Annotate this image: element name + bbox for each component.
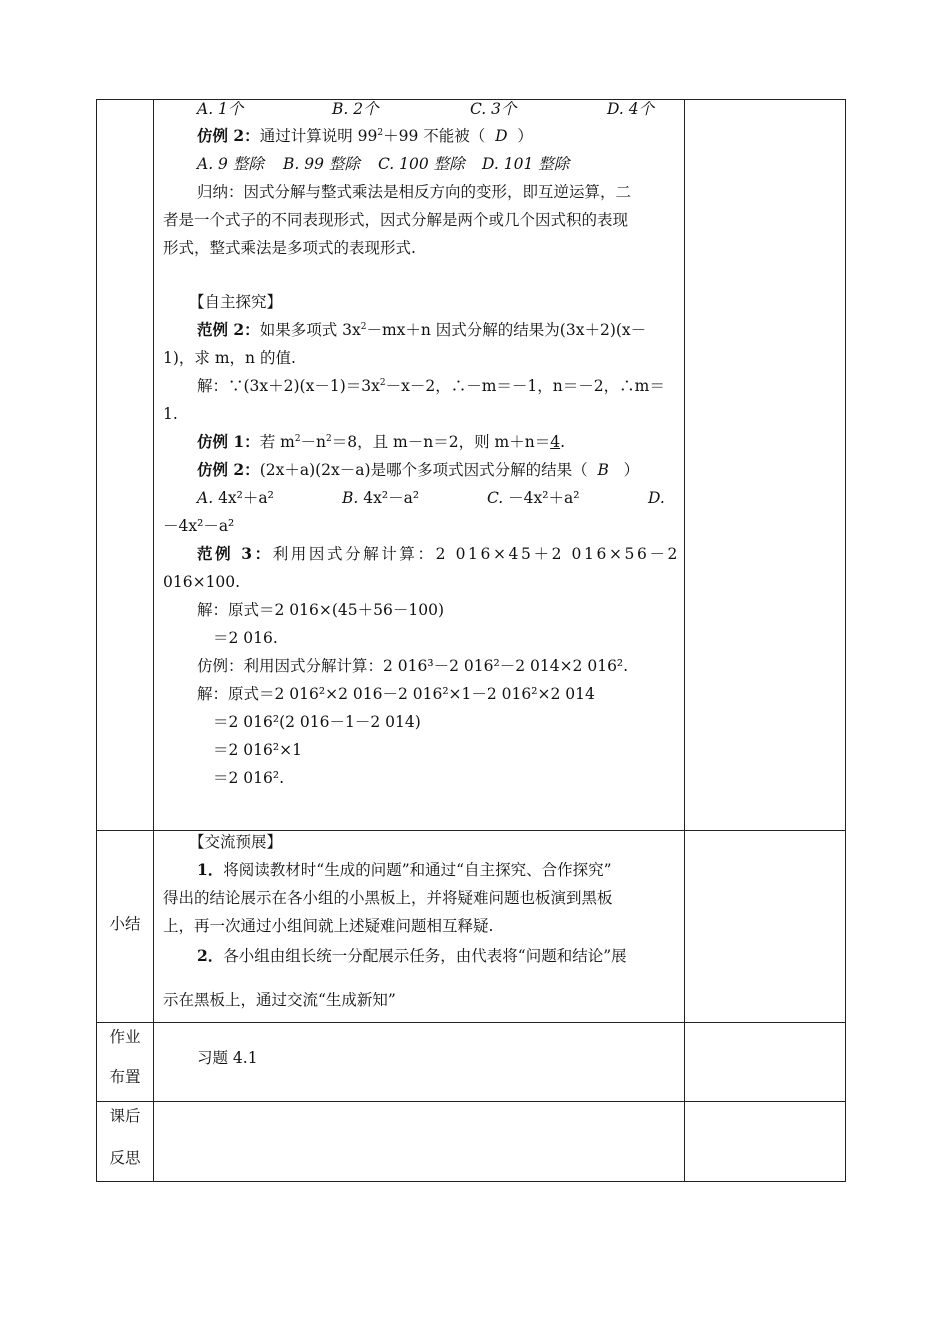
imitation-2-text-b: ＋99 不能被（ xyxy=(383,127,486,145)
exchange-item-1-line-1: 1．将阅读教材时“生成的问题”和通过“自主探究、合作探究” xyxy=(197,860,612,879)
imitation-3-solution-4: ＝2 016². xyxy=(213,769,285,787)
imitation-2b-label: 仿例 2： xyxy=(197,460,260,479)
solution-line-2: 1. xyxy=(163,405,178,423)
homework-assignment: 习题 4.1 xyxy=(197,1049,258,1067)
imitation-example-2b: 仿例 2：(2x＋a)(2x－a)是哪个多项式因式分解的结果（ B ） xyxy=(197,460,640,479)
table-left-border xyxy=(96,99,97,1182)
row-divider-reflection xyxy=(96,1101,846,1102)
imitation-example-2 xyxy=(197,126,533,146)
imitation-3-solution-3: ＝2 016²×1 xyxy=(213,741,302,759)
imitation-2-sup: 2 xyxy=(377,128,384,138)
exchange-item-2-line-1: 2．各小组由组长统一分配展示任务，由代表将“问题和结论”展 xyxy=(197,946,627,965)
table-bottom-border xyxy=(96,1181,846,1182)
option-d-label: D. xyxy=(648,489,665,507)
example-3-line-1: 范例 3：利用因式分解计算：2 016×45＋2 016×56－2 xyxy=(197,544,681,563)
exchange-item-2-line-2: 示在黑板上，通过交流“生成新知” xyxy=(163,991,396,1009)
option-a: A. 4x²＋a² xyxy=(197,489,274,507)
example-2-line-2: 1)，求 m，n 的值. xyxy=(163,349,296,367)
reflection-row-label-1: 课后 xyxy=(109,1107,141,1125)
imitation-2-text-a: 通过计算说明 99 xyxy=(259,127,378,145)
explore-heading: 【自主探究】 xyxy=(189,293,283,311)
exchange-heading: 【交流预展】 xyxy=(189,833,283,851)
solution-line-1: 解：$\because(3x+2)(x-1)=3x^2-x-2$，∴－m＝－1，n＝－2，∴m＝ xyxy=(197,377,665,395)
column-divider-2 xyxy=(684,99,685,1182)
q1-option-c: C. 3个 xyxy=(470,100,517,118)
summary-line-3: 形式，整式乘法是多项式的表现形式. xyxy=(163,239,416,257)
option-d: －4x²－a² xyxy=(163,517,235,535)
row-divider-summary xyxy=(96,830,846,831)
example-2-label: 范例 2： xyxy=(197,320,260,339)
example-3-line-2: 016×100. xyxy=(163,573,241,591)
imitation-example-1: 仿例 1：若 $m^2-n^2=8$，且 m－n＝2，则 m＋n＝4. xyxy=(197,432,566,451)
imitation-2-option-b: B. 99 整除 xyxy=(283,155,360,173)
imitation-2-option-c: C. 100 整除 xyxy=(378,155,465,173)
imitation-2-close: ） xyxy=(517,127,533,145)
imitation-3-solution-1: 解：原式＝2 016²×2 016－2 016²×1－2 016²×2 014 xyxy=(197,685,595,703)
reflection-row-label-2: 反思 xyxy=(109,1149,141,1167)
imitation-3-solution-2: ＝2 016²(2 016－1－2 014) xyxy=(213,713,421,731)
imitation-2-answer: D xyxy=(495,127,508,145)
option-b: B. 4x²－a² xyxy=(342,489,420,507)
imitation-2-label: 仿例 2： xyxy=(197,126,260,145)
homework-row-label-2: 布置 xyxy=(109,1068,141,1086)
q1-option-d: D. 4个 xyxy=(607,100,655,118)
imitation-example-3: 仿例：利用因式分解计算：2 016³－2 016²－2 014×2 016². xyxy=(197,657,629,675)
summary-line-2: 者是一个式子的不同表现形式，因式分解是两个或几个因式积的表现 xyxy=(163,211,629,229)
example-3-solution-1: 解：原式＝2 016×(45＋56－100) xyxy=(197,601,444,619)
imitation-2-option-a: A. 9 整除 xyxy=(197,155,264,173)
column-divider-1 xyxy=(153,99,154,1182)
q1-option-a: A. 1个 xyxy=(197,100,244,118)
example-3-solution-2: ＝2 016. xyxy=(213,629,278,647)
example-3-label: 范例 3： xyxy=(197,544,273,563)
imitation-1-label: 仿例 1： xyxy=(197,432,260,451)
imitation-2b-answer: B xyxy=(597,461,609,479)
imitation-2-option-d: D. 101 整除 xyxy=(482,155,570,173)
homework-row-label-1: 作业 xyxy=(109,1028,141,1046)
imitation-1-answer: 4 xyxy=(550,433,561,451)
exchange-item-1-line-3: 上，再一次通过小组间就上述疑难问题相互释疑. xyxy=(163,917,494,935)
q1-option-b: B. 2个 xyxy=(332,100,379,118)
option-c: C. －4x²＋a² xyxy=(487,489,580,507)
exchange-item-1-line-2: 得出的结论展示在各小组的小黑板上，并将疑难问题也板演到黑板 xyxy=(163,889,613,907)
example-2-line-1: 范例 2：如果多项式 $3x^2-mx+n$ 因式分解的结果为(3x＋2)(x－ xyxy=(197,320,647,339)
table-right-border xyxy=(845,99,846,1182)
summary-row-label: 小结 xyxy=(109,915,141,933)
row-divider-homework xyxy=(96,1022,846,1023)
summary-line-1: 归纳：因式分解与整式乘法是相反方向的变形，即互逆运算，二 xyxy=(197,183,632,201)
